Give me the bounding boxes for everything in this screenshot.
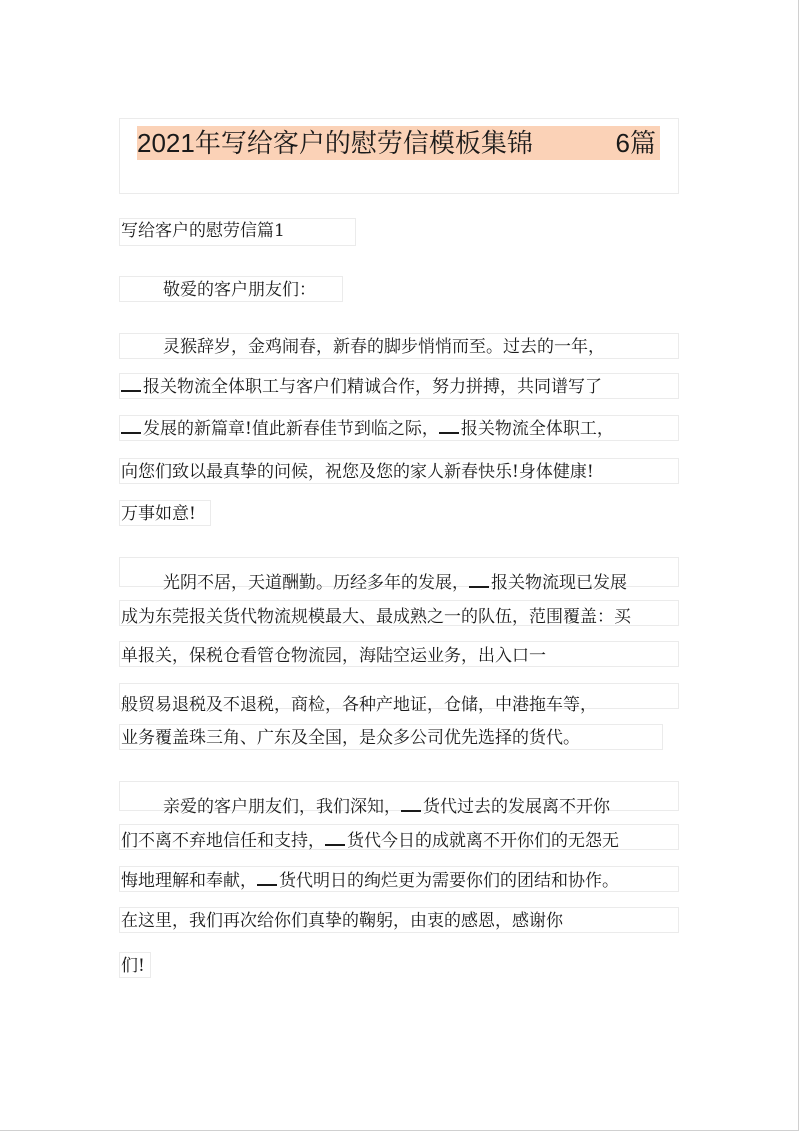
blank-underline (325, 830, 345, 846)
para2-text-3: 成为东莞报关货代物流规模最大、最成熟之一的队伍，范围覆盖：买 (121, 607, 631, 627)
para3-line-1 (163, 796, 610, 818)
para2-text-4: 单报关，保税仓看管仓物流园，海陆空运业务，出入口一 (121, 646, 546, 666)
para3-line-3 (121, 870, 619, 892)
para3-text-1: 亲爱的客户朋友们，我们深知， (163, 797, 401, 817)
section-heading (121, 220, 285, 242)
para2-text-6: 业务覆盖珠三角、广东及全国，是众多公司优先选择的货代。 (121, 728, 580, 748)
para3-text-5: 悔地理解和奉献， (121, 871, 257, 891)
blank-underline (257, 870, 277, 886)
para3-text-3: 们不离不弃地信任和支持， (121, 831, 325, 851)
blank-underline (439, 418, 459, 434)
title-count: 6篇 (615, 128, 656, 158)
para3-text-8: 们! (121, 956, 145, 976)
salutation-text: 敬爱的客户朋友们： (163, 280, 316, 300)
para2-line-3 (121, 645, 546, 667)
salutation (163, 279, 316, 301)
para3-line-2 (121, 830, 619, 852)
para1-text-6: 万事如意! (121, 504, 196, 524)
blank-underline (469, 572, 489, 588)
para1-text-2: 报关物流全体职工与客户们精诚合作，努力拼搏，共同谱写了 (143, 377, 602, 397)
para2-line-4 (121, 694, 597, 716)
para1-line-5 (121, 503, 196, 525)
para2-line-2 (121, 606, 631, 628)
para1-line-4 (121, 461, 594, 483)
para1-text-5: 向您们致以最真挚的问候，祝您及您的家人新春快乐!身体健康! (121, 462, 594, 482)
para1-line-1 (163, 336, 605, 358)
para3-line-4 (121, 910, 563, 932)
title-main: 2021年写给客户的慰劳信模板集锦 (137, 128, 533, 158)
para3-line-5 (121, 955, 145, 977)
blank-underline (121, 418, 141, 434)
para2-line-5 (121, 727, 580, 749)
blank-underline (401, 796, 421, 812)
para3-text-2: 货代过去的发展离不开你 (423, 797, 610, 817)
para3-text-6: 货代明日的绚烂更为需要你们的团结和协作。 (279, 871, 619, 891)
para3-text-4: 货代今日的成就离不开你们的无怨无 (347, 831, 619, 851)
document-title (137, 126, 660, 160)
para1-line-3 (121, 418, 614, 440)
para1-text-1: 灵猴辞岁，金鸡闹春，新春的脚步悄悄而至。过去的一年， (163, 337, 605, 357)
section-heading-text: 写给客户的慰劳信篇1 (121, 221, 285, 241)
para3-text-7: 在这里，我们再次给你们真挚的鞠躬，由衷的感恩，感谢你 (121, 911, 563, 931)
para1-text-3: 发展的新篇章!值此新春佳节到临之际， (143, 419, 439, 439)
blank-underline (121, 376, 141, 392)
para2-line-1 (163, 572, 627, 594)
para2-text-5: 般贸易退税及不退税，商检，各种产地证，仓储，中港拖车等， (121, 695, 597, 715)
para1-line-2 (121, 376, 602, 398)
para2-text-2: 报关物流现已发展 (491, 573, 627, 593)
para2-text-1: 光阴不居，天道酬勤。历经多年的发展， (163, 573, 469, 593)
para1-text-4: 报关物流全体职工， (460, 419, 614, 439)
